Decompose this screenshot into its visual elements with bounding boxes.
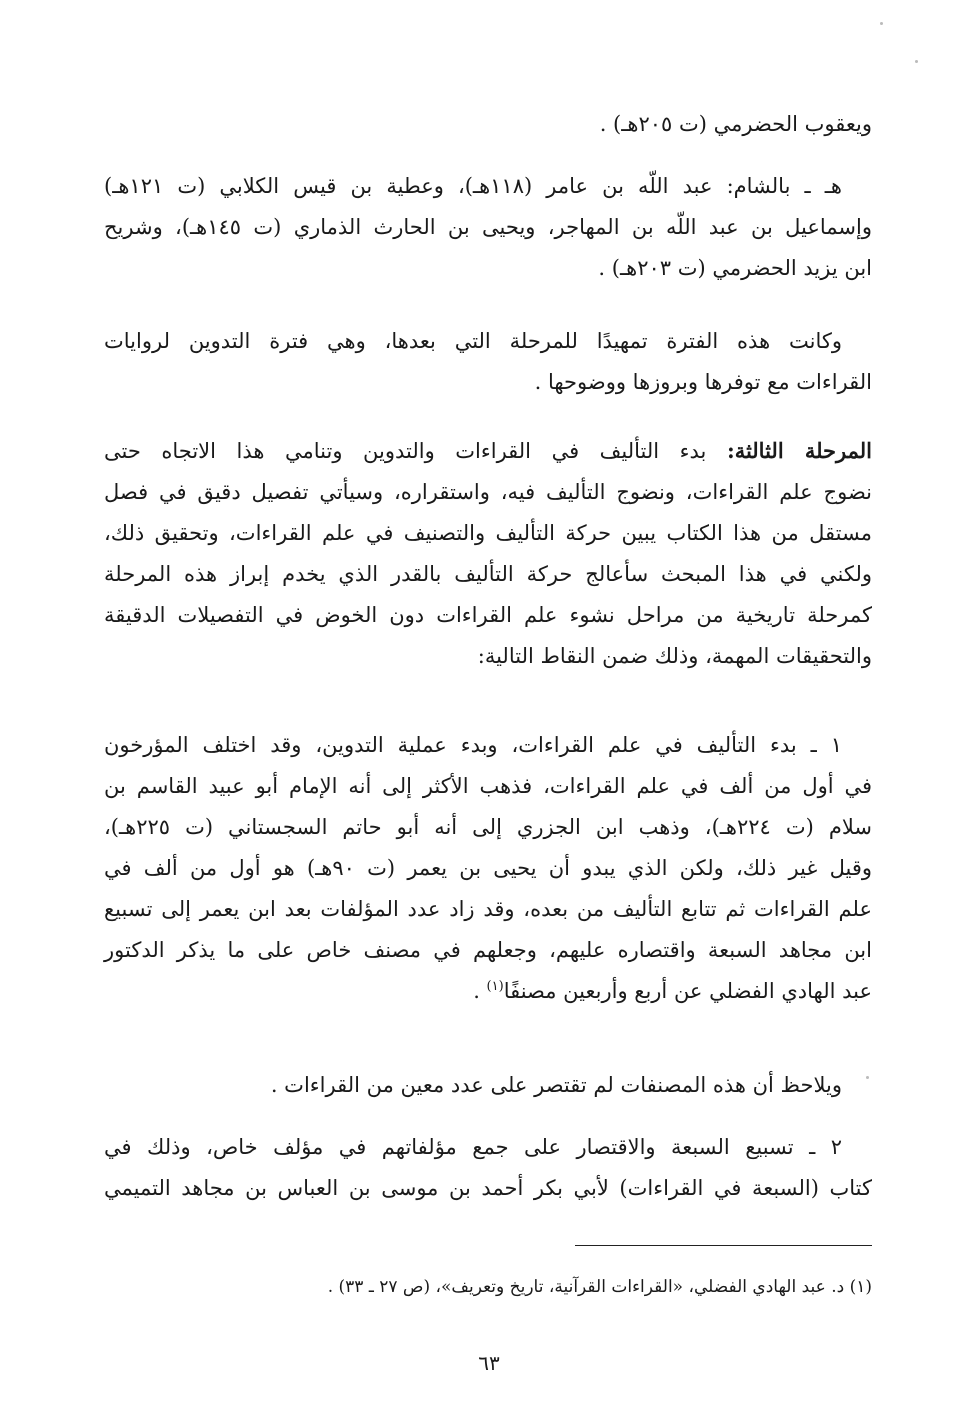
text-line: علم القراءات ثم تتابع التأليف من بعده، وقد زاد عدد المؤلفات بعد ابن يعمر إلى تسبيع xyxy=(104,897,872,921)
text-line: القراءات مع توفرها وبروزها ووضوحها . xyxy=(534,370,872,394)
text-line: ولكني في هذا المبحث سأعالج حركة التأليف بالقدر الذي يخدم إبراز هذه المرحلة xyxy=(104,562,872,586)
text-line: وقيل غير ذلك، ولكن الذي يبدو أن يحيى بن يعمر (ت ٩٠هـ) هو أول من ألف في xyxy=(104,856,872,880)
text-line: وكانت هذه الفترة تمهيدًا للمرحلة التي بعدها، وهي فترة التدوين لروايات xyxy=(104,329,842,353)
text-line: والتحقيقات المهمة، وذلك ضمن النقاط التالية: xyxy=(477,644,872,668)
paragraph-2 xyxy=(104,166,872,289)
text-line: ابن مجاهد السبعة واقتصاره عليهم، وجعلهم في مصنف خاص على ما يذكر الدكتور xyxy=(104,938,872,962)
scan-speck xyxy=(915,60,918,63)
text-line: هـ ـ بالشام: عبد اللّه بن عامر (١١٨هـ)، وعطية بن قيس الكلابي (ت ١٢١هـ) xyxy=(104,174,842,198)
paragraph-5 xyxy=(104,725,872,1012)
text-line-heading xyxy=(104,430,872,472)
paragraph-3 xyxy=(104,321,872,403)
text-line: ٢ ـ تسبيع السبعة والاقتصار على جمع مؤلفاتهم في مؤلف خاص، وذلك في xyxy=(104,1135,842,1159)
text-line: ويعقوب الحضرمي (ت ٢٠٥هـ) . xyxy=(599,112,872,136)
paragraph-6 xyxy=(104,1065,872,1106)
text-line: وإسماعيل بن عبد اللّه بن المهاجر، ويحيى بن الحارث الذماري (ت ١٤٥هـ)، وشريح xyxy=(104,215,872,239)
text-line: سلام (ت ٢٢٤هـ)، وذهب ابن الجزري إلى أنه أبو حاتم السجستاني (ت ٢٢٥هـ)، xyxy=(104,815,872,839)
scan-speck xyxy=(880,22,883,25)
text-line: كمرحلة تاريخية من مراحل نشوء علم القراءات دون الخوض في التفصيلات الدقيقة xyxy=(104,603,872,627)
text-run: عبد الهادي الفضلي عن أربع وأربعين مصنفًا xyxy=(503,979,872,1003)
text-line: مستقل من هذا الكتاب يبين حركة التأليف والتصنيف في علم القراءات، وتحقيق ذلك، xyxy=(104,521,872,545)
heading-continuation: بدء التأليف في القراءات والتدوين وتنامي هذا الاتجاه حتى xyxy=(104,439,707,463)
paragraph-7 xyxy=(104,1127,872,1209)
text-run: . xyxy=(473,979,487,1003)
text-line: ١ ـ بدء التأليف في علم القراءات، وبدء عملية التدوين، وقد اختلف المؤرخون xyxy=(104,733,842,757)
footnote-reference[interactable]: (١) xyxy=(486,979,504,994)
footnote: (١) د. عبد الهادي الفضلي، «القراءات القرآنية، تاريخ وتعريف»، (ص ٢٧ ـ ٣٣) . xyxy=(327,1277,872,1297)
text-line: ويلاحظ أن هذه المصنفات لم تقتصر على عدد معين من القراءات . xyxy=(270,1073,842,1097)
paragraph-1 xyxy=(104,104,872,145)
footnote-separator xyxy=(575,1245,872,1246)
text-line xyxy=(104,971,872,1012)
page-number: ٦٣ xyxy=(478,1351,500,1375)
text-line: في أول من ألف في علم القراءات، فذهب الأكثر إلى أنه الإمام أبو عبيد القاسم بن xyxy=(104,774,872,798)
section-heading: المرحلة الثالثة: xyxy=(726,438,872,463)
text-line: ابن يزيد الحضرمي (ت ٢٠٣هـ) . xyxy=(598,256,872,280)
paragraph-4 xyxy=(104,430,872,677)
text-line: كتاب (السبعة في القراءات) لأبي بكر أحمد بن موسى بن العباس بن مجاهد التميمي xyxy=(104,1176,872,1200)
text-line: نضوج علم القراءات، ونضوج التأليف فيه، واستقراره، وسيأتي تفصيل دقيق في فصل xyxy=(104,480,872,504)
